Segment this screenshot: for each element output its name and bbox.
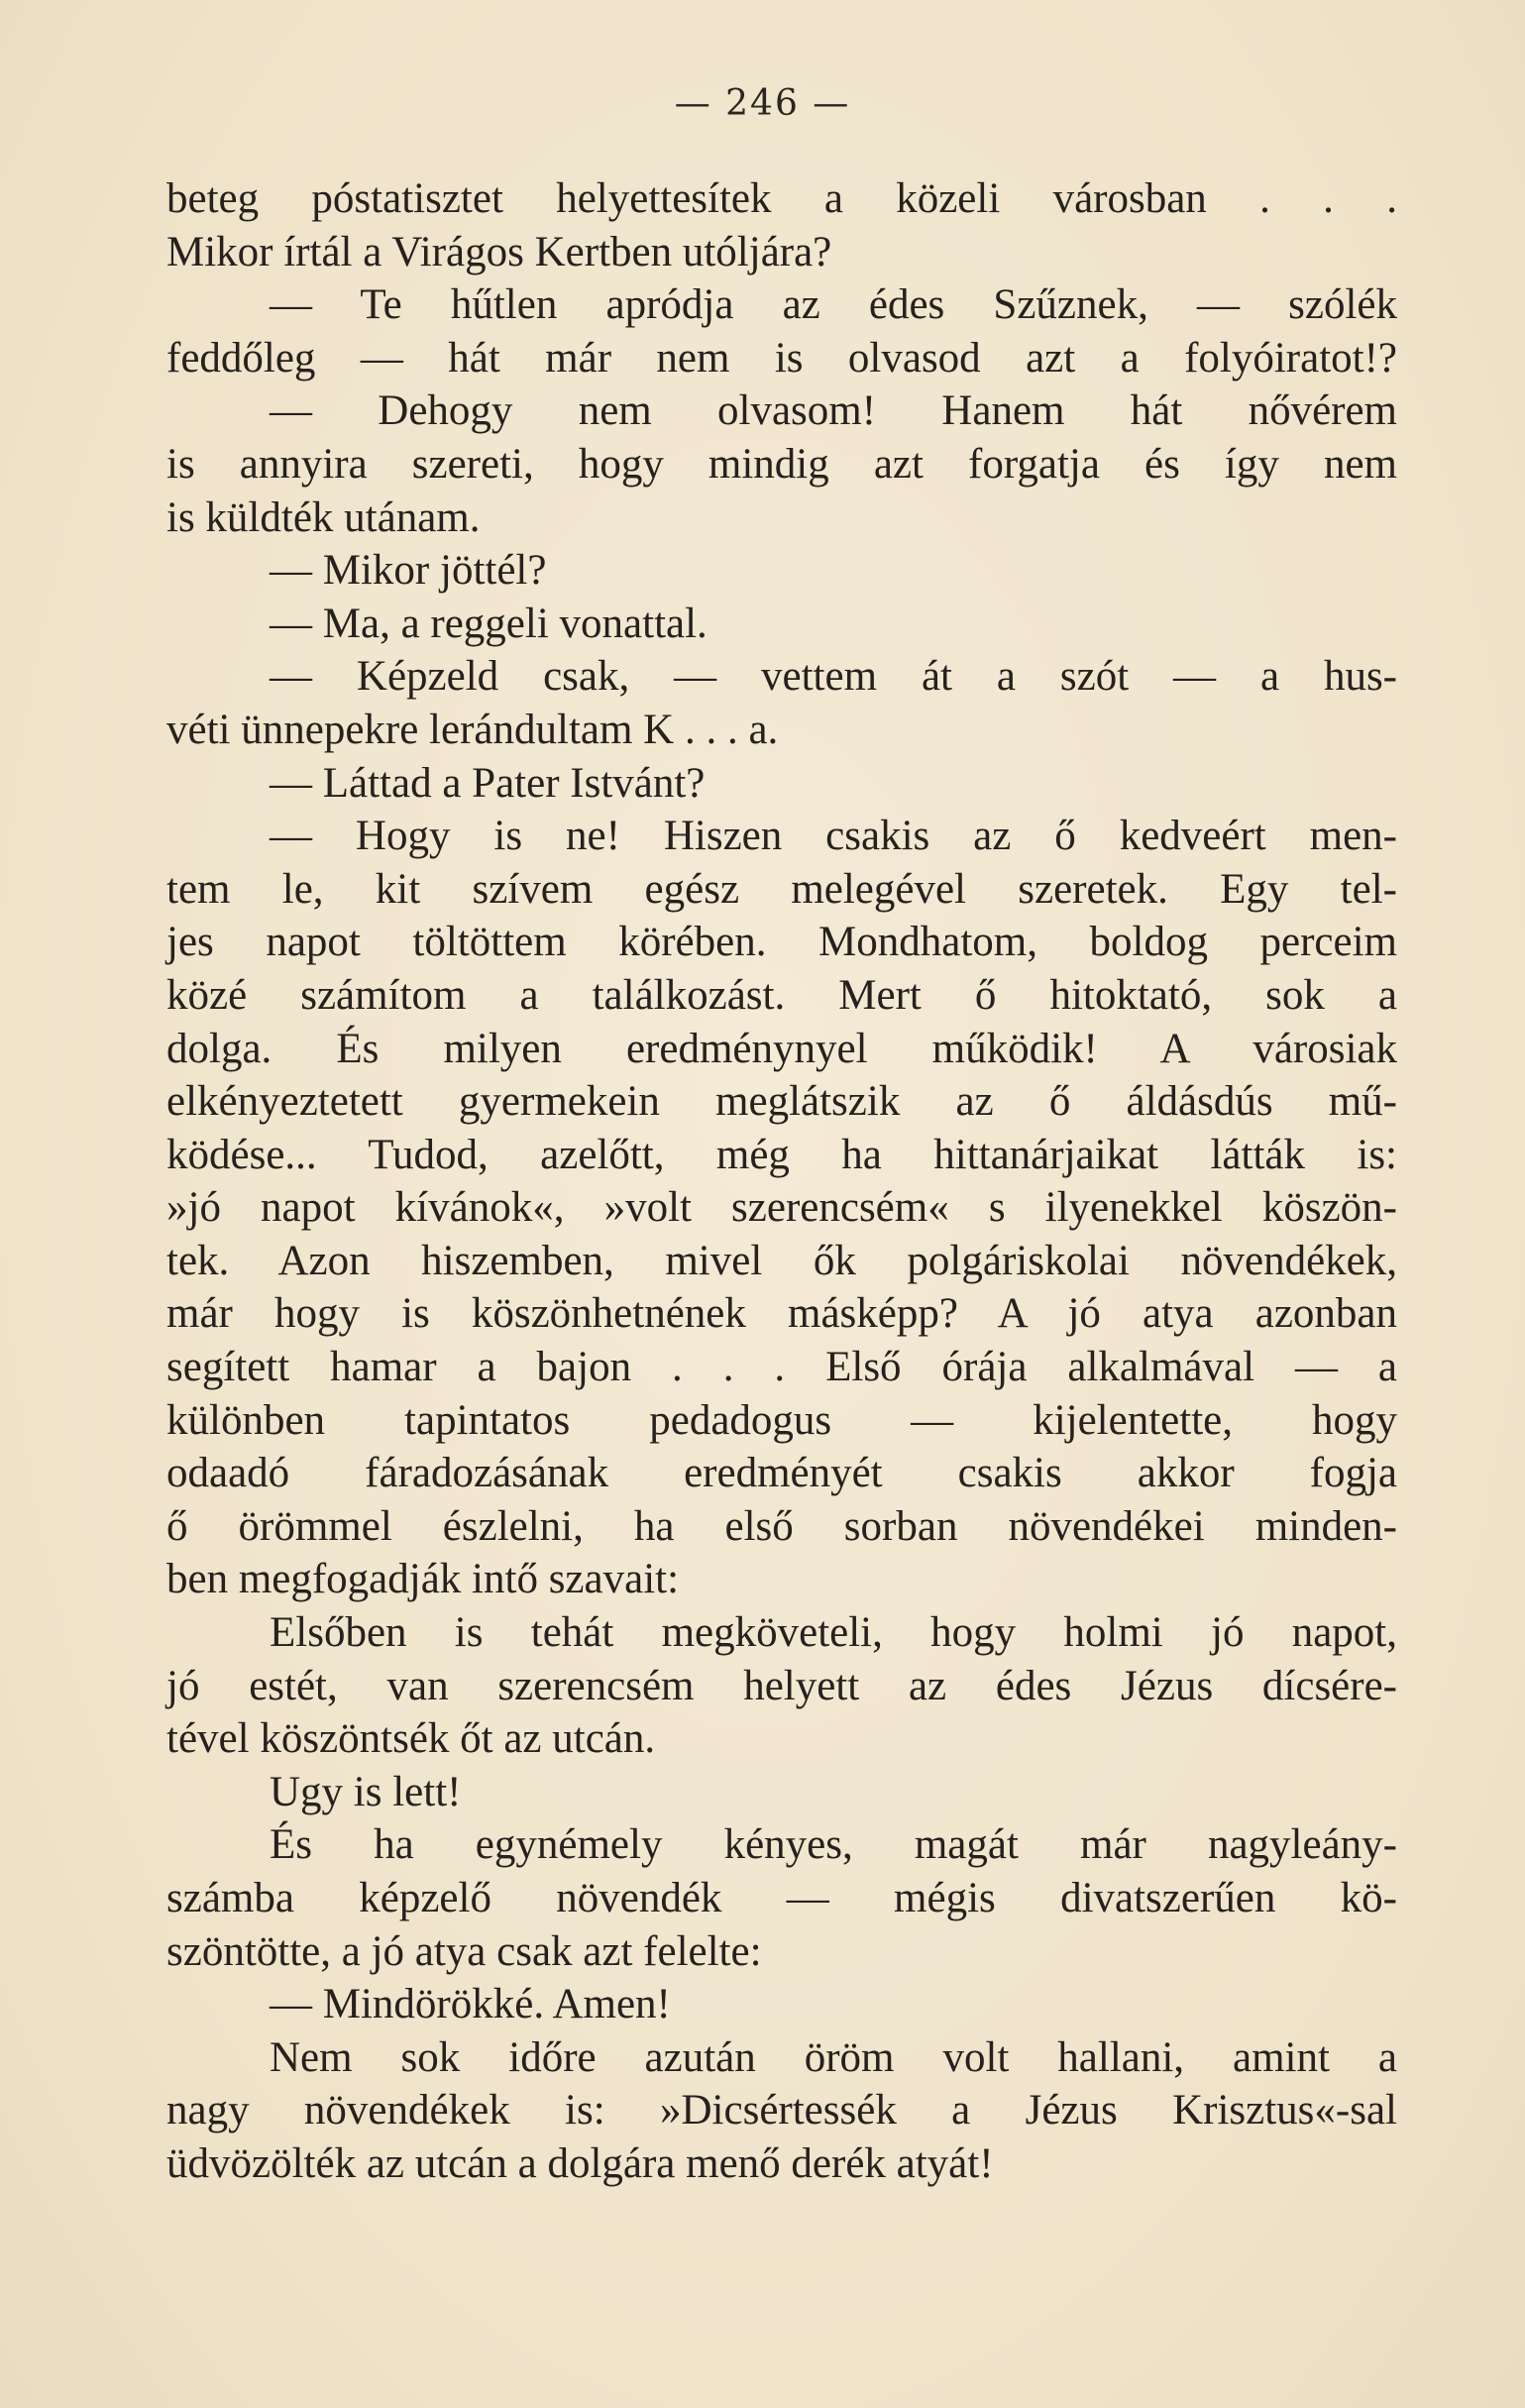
- text-line: — Mindörökké. Amen!: [270, 1981, 671, 2028]
- text-line: tem le, kit szívem egész melegével szeretek. Egy tel-: [166, 865, 1397, 913]
- text-line: — Te hűtlen apródja az édes Szűznek, — szólék: [270, 281, 1397, 329]
- text-line: — Dehogy nem olvasom! Hanem hát nővérem: [270, 387, 1397, 435]
- text-line: — Ma, a reggeli vonattal.: [270, 600, 708, 647]
- text-line: elkényeztetett gyermekein meglátszik az ő áldásdús mű-: [166, 1078, 1397, 1126]
- text-line: már hogy is köszönhetnének másképp? A jó atya azonban: [166, 1290, 1397, 1338]
- text-line: — Képzeld csak, — vettem át a szót — a hus-: [270, 653, 1397, 701]
- text-line: számba képzelő növendék — mégis divatszerűen kö-: [166, 1875, 1397, 1921]
- text-line: Elsőben is tehát megköveteli, hogy holmi jó napot,: [270, 1609, 1397, 1657]
- text-line: is küldték utánam.: [166, 493, 481, 541]
- text-line: véti ünnepekre lerándultam K . . . a.: [166, 706, 779, 753]
- text-line: beteg póstatisztet helyettesítek a közeli városban . . .: [166, 175, 1397, 222]
- text-line: különben tapintatos pedadogus — kijelentette, hogy: [166, 1396, 1397, 1444]
- text-line: jó estét, van szerencsém helyett az édes Jézus dícsére-: [166, 1662, 1397, 1709]
- text-line: jes napot töltöttem körében. Mondhatom, boldog perceim: [166, 919, 1397, 966]
- text-line: — Hogy is ne! Hiszen csakis az ő kedveért men-: [270, 813, 1397, 860]
- text-line: segített hamar a bajon . . . Első órája alkalmával — a: [166, 1344, 1397, 1391]
- text-line: tével köszöntsék őt az utcán.: [166, 1715, 656, 1763]
- text-line: Mikor írtál a Virágos Kertben utóljára?: [166, 228, 832, 275]
- text-line: ő örömmel észlelni, ha első sorban növendékei minden-: [166, 1502, 1397, 1550]
- text-line: »jó napot kívánok«, »volt szerencsém« s ilyenekkel köszön-: [166, 1184, 1397, 1232]
- text-line: közé számítom a találkozást. Mert ő hitoktató, sok a: [166, 971, 1397, 1019]
- text-line: tek. Azon hiszemben, mivel ők polgáriskolai növendékek,: [166, 1237, 1397, 1284]
- text-line: üdvözölték az utcán a dolgára menő derék atyát!: [166, 2139, 994, 2187]
- text-line: odaadó fáradozásának eredményét csakis akkor fogja: [166, 1450, 1397, 1497]
- text-line: — Láttad a Pater Istvánt?: [270, 759, 706, 807]
- text-line: dolga. És milyen eredménynyel működik! A városiak: [166, 1025, 1397, 1072]
- text-line: És ha egynémely kényes, magát már nagyleány-: [270, 1821, 1397, 1869]
- text-line: nagy növendékek is: »Dicsértessék a Jézus Krisztus«-sal: [166, 2087, 1397, 2134]
- text-line: Nem sok időre azután öröm volt hallani, amint a: [270, 2033, 1397, 2081]
- page-number: — 246 —: [674, 83, 851, 124]
- text-line: feddőleg — hát már nem is olvasod azt a folyóiratot!?: [166, 334, 1397, 382]
- text-line: — Mikor jöttél?: [270, 547, 547, 595]
- text-line: ködése... Tudod, azelőtt, még ha hittanárjaikat látták is:: [166, 1131, 1397, 1178]
- text-line: is annyira szereti, hogy mindig azt forgatja és így nem: [166, 440, 1397, 488]
- text-line: ben megfogadják intő szavait:: [166, 1556, 680, 1603]
- body-text: [166, 172, 1397, 2191]
- text-line: szöntötte, a jó atya csak azt felelte:: [166, 1927, 762, 1975]
- text-line: Ugy is lett!: [270, 1768, 462, 1815]
